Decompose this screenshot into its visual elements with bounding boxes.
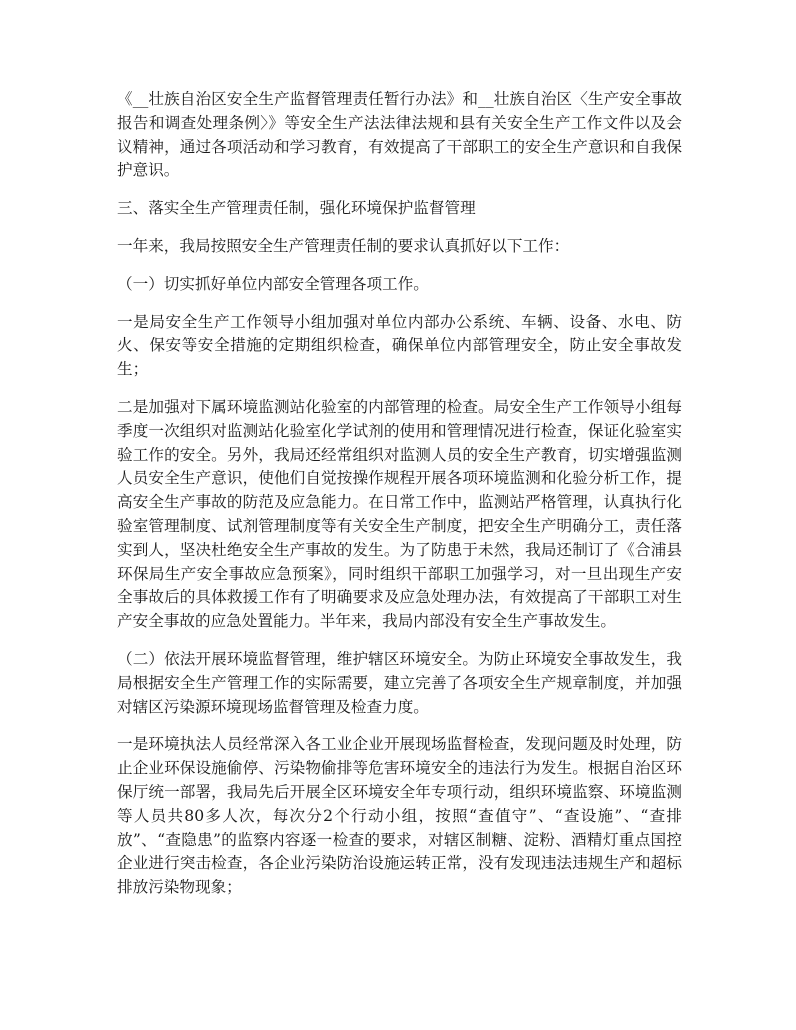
paragraph-internal-inspection: 一是局安全生产工作领导小组加强对单位内部办公系统、车辆、设备、水电、防火、保安等安全措施的定期组织检查，确保单位内部管理安全，防止安全事故发生； xyxy=(117,312,682,379)
paragraph-intro-year: 一年来，我局按照安全生产管理责任制的要求认真抓好以下工作： xyxy=(117,236,570,255)
section-heading-three: 三、落实全生产管理责任制，强化环境保护监督管理 xyxy=(117,199,476,218)
paragraph-enforcement: 一是环境执法人员经常深入各工业企业开展现场监督检查，发现问题及时处理，防止企业环保设施偷停、污染物偷排等危害环境安全的违法行为发生。根据自治区环保厅统一部署，我局先后开展全区环境安全年专项行动，组织环境监察、环境监测等人员共80多人次，每次分2个行动小组，按照“查值守”、“查设施”、“查排放”、“查隐患”的监察内容逐一检查的要求，对辖区制糖、淀粉、酒精灯重点国控企业进行突击检查，各企业污染防治设施运转正常，没有发现违法违规生产和超标排放污染物现象； xyxy=(117,735,682,897)
paragraph-regulations-study: 《__壮族自治区安全生产监督管理责任暂行办法》和__壮族自治区〈生产安全事故报告和调查处理条例〉》等安全生产法法律法规和县有关安全生产工作文件以及会议精神，通过各项活动和学习教育，有效提高了干部职工的安全生产意识和自我保护意识。 xyxy=(117,90,682,180)
subheading-one: （一）切实抓好单位内部安全管理各项工作。 xyxy=(117,274,429,293)
paragraph-lab-management: 二是加强对下属环境监测站化验室的内部管理的检查。局安全生产工作领导小组每季度一次组织对监测站化验室化学试剂的使用和管理情况进行检查，保证化验室实验工作的安全。另外，我局还经常组织对监测人员的安全生产教育，切实增强监测人员安全生产意识，使他们自觉按操作规程开展各项环境监测和化验分析工作，提高安全生产事故的防范及应急能力。在日常工作中，监测站严格管理，认真执行化验室管理制度、试剂管理制度等有关安全生产制度，把安全生产明确分工，责任落实到人，坚决杜绝安全生产事故的发生。为了防患于未然，我局还制订了《合浦县环保局生产安全事故应急预案》，同时组织干部职工加强学习，对一旦出现生产安全事故后的具体救援工作有了明确要求及应急处理办法，有效提高了干部职工对生产安全事故的应急处置能力。半年来，我局内部没有安全生产事故发生。 xyxy=(117,397,682,631)
subheading-two: （二）依法开展环境监督管理，维护辖区环境安全。为防止环境安全事故发生，我局根据安全生产管理工作的实际需要，建立完善了各项安全生产规章制度，并加强对辖区污染源环境现场监督管理及检查力度。 xyxy=(117,649,682,716)
document-body xyxy=(117,88,682,914)
